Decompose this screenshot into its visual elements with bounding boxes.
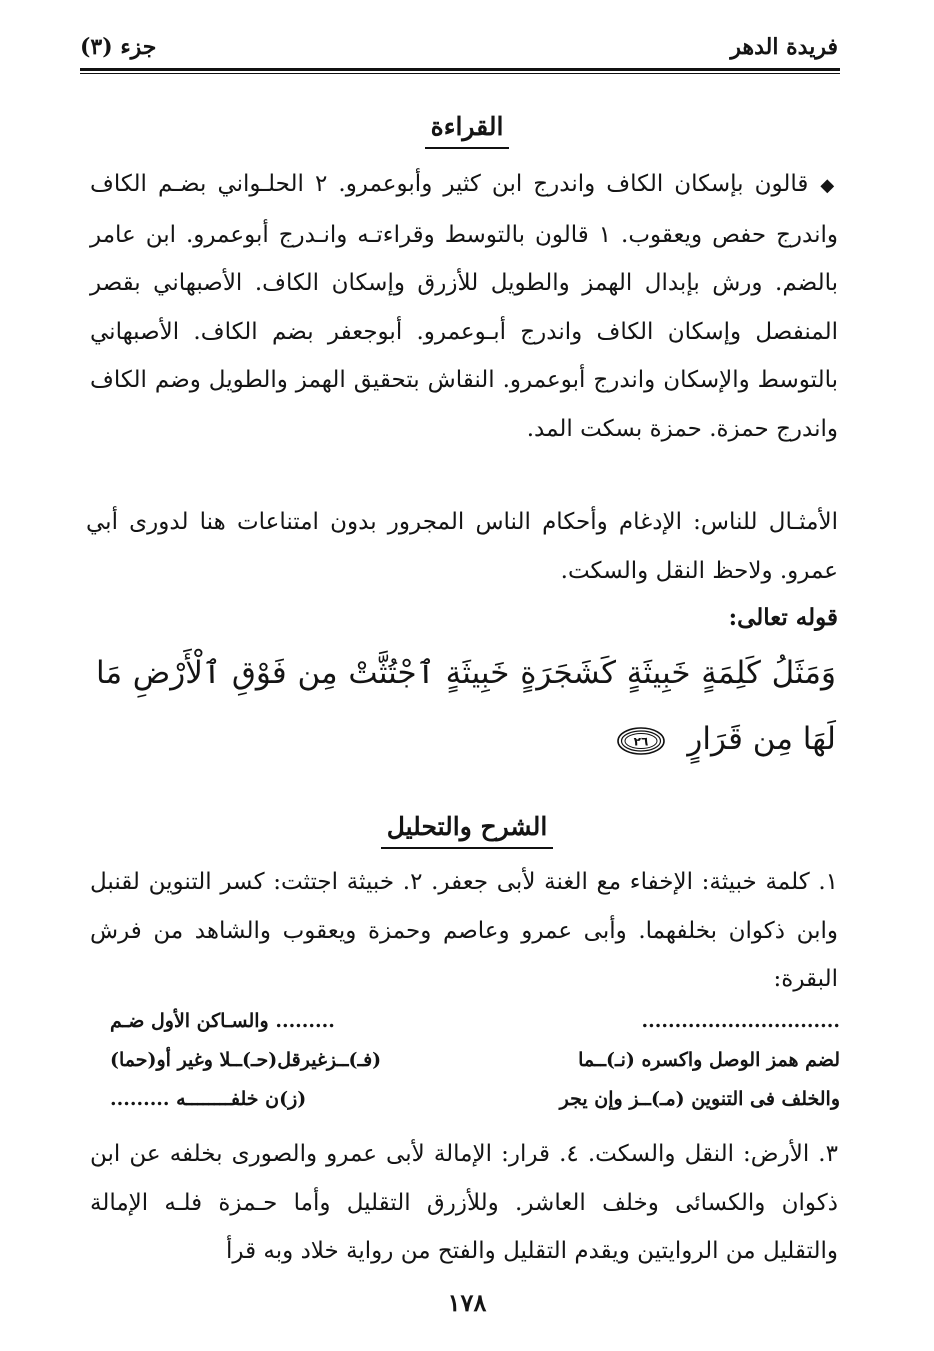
section-title-text-2: الشرح والتحليل [381, 812, 554, 849]
book-title: فريدة الدهر [730, 34, 838, 60]
shatibiyyah-verses [100, 1010, 840, 1127]
section-title-text: القراءة [425, 112, 510, 149]
volume-label: جزء (٣) [80, 34, 157, 60]
explanation-text-1: ١. كلمة خبيثة: الإخفاء مع الغنة لأبى جعفر. ٢. خبيثة اجتثت: كسر التنوين لقنبل وابن ذكوان بخلفهما. وأبى عمرو وعاصم وحمزة ويعقوب والشاهد من فرش البقرة: [90, 869, 838, 992]
examples-text: الأمثـال للناس: الإدغام وأحكام الناس المجرور بدون امتناعات هنا لدورى أبي عمرو. ولاحظ النقل والسكت. [86, 509, 838, 584]
qiraah-paragraph [90, 160, 838, 453]
page-number: ١٧٨ [447, 1288, 487, 1317]
header-rule [80, 68, 840, 71]
poem-first-hemistich: والخلف فى التنوين (مـ)ــز وإن يجر [559, 1088, 840, 1110]
verse-text: وَمَثَلُ كَلِمَةٍ خَبِيثَةٍ كَشَجَرَةٍ خَبِيثَةٍ ٱجْتُثَّتْ مِن فَوْقِ ٱلْأَرْضِ مَا لَهَا مِن قَرَارٍ [96, 655, 836, 757]
poem-first-hemistich: لضم همز الوصل واكسره (نـ)ــما [578, 1049, 840, 1071]
qiraah-text: قالون بإسكان الكاف واندرج ابن كثير وأبوعمرو. ٢ الحلـواني بضـم الكاف واندرج حفص ويعقوب. ١ قالون بالتوسط وقراءتـه وانـدرج أبوعمرو. ابن عامر بالضم. ورش بإبدال الهمز والطويل للأزرق وإسكان الكاف. الأصبهاني بقصر المنفصل وإسكان الكاف واندرج أبـوعمرو. أبوجعفر بضم الكاف. الأصبهاني بالتوسط والإسكان واندرج أبوعمرو. النقاش بتحقيق الهمز والطويل وضم الكاف واندرج حمزة. حمزة بسكت المد. [90, 171, 838, 442]
ayah-end-marker-icon [616, 726, 666, 756]
diamond-bullet-icon: ◆ [820, 175, 838, 196]
poem-line [100, 1049, 840, 1088]
poem-line [100, 1088, 840, 1127]
poem-line [100, 1010, 840, 1049]
poem-second-hemistich: (فـ)ــزغيرقل(حـ)ــلا وغير أو(حما) [110, 1049, 382, 1071]
section-title-qiraah [0, 112, 934, 149]
poem-second-hemistich: ......... والسـاكن الأول ضـم [110, 1010, 335, 1032]
qawluhu-text: قوله تعالى: [728, 604, 838, 631]
quran-verse [96, 640, 836, 772]
explanation-text-2: ٣. الأرض: النقل والسكت. ٤. قرار: الإمالة لأبى عمرو والصورى بخلفه عن ابن ذكوان والكسائى وخلف العاشر. وللأزرق التقليل وأما حـمزة فلـه الإمالة والتقليل من الروايتين ويقدم التقليل والفتح من رواية خلاد وبه قرأ [90, 1141, 838, 1264]
examples-paragraph [86, 498, 838, 595]
explanation-paragraph-1 [90, 858, 838, 1004]
verse-number: ٢٦ [633, 734, 648, 748]
poem-second-hemistich: (ز)ن خلفــــــــه ......... [110, 1088, 307, 1110]
header-rule-thin [80, 73, 840, 74]
qawluhu-label [90, 594, 838, 643]
poem-first-hemistich: .............................. [641, 1010, 840, 1032]
section-title-sharh [0, 812, 934, 849]
explanation-paragraph-2 [90, 1130, 838, 1276]
running-header [80, 30, 838, 70]
